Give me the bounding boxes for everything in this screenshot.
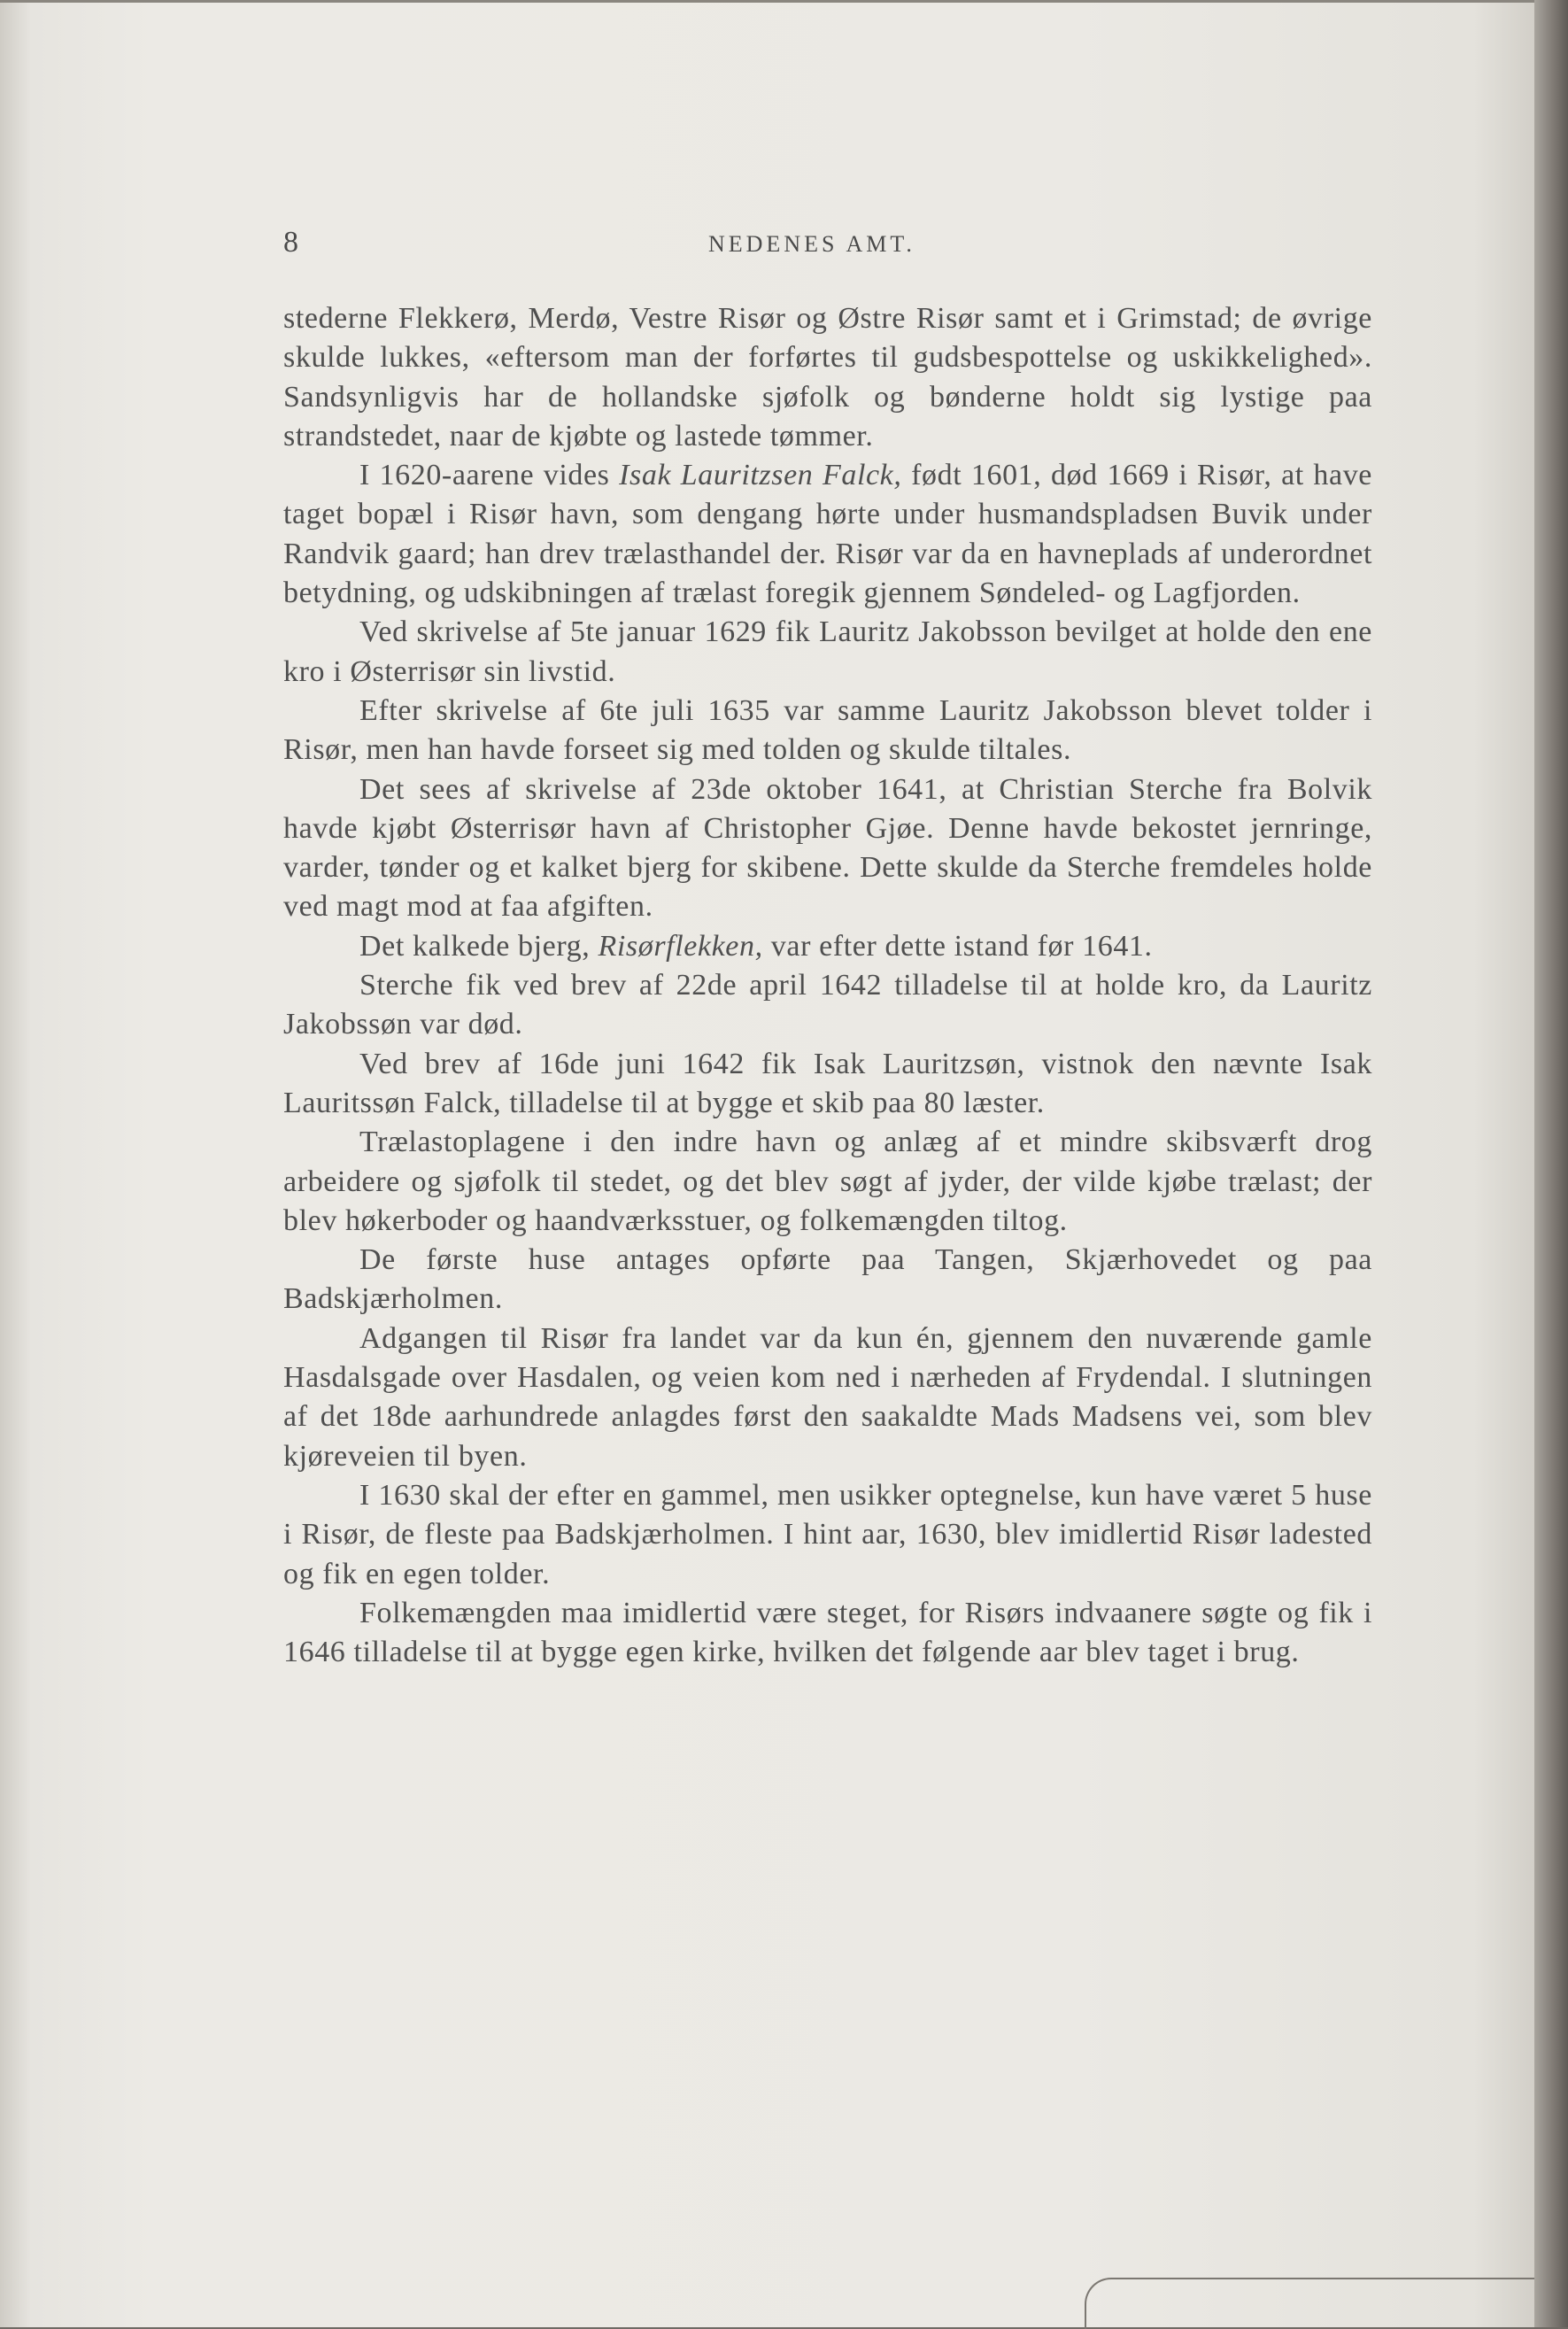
paragraph: Ved skrivelse af 5te januar 1629 fik Lauritz Jakobsson bevilget at holde den ene kro i Østerrisør sin livstid. — [283, 615, 1372, 688]
paragraph: stederne Flekkerø, Merdø, Vestre Risør og Østre Risør samt et i Grimstad; de øvrige skulde lukkes, «eftersom man der forførtes til gudsbespottelse og uskikkelighed». Sandsynligvis har de hollandske sjøfolk og bønderne holdt sig lystige paa strandstedet, naar de kjøbte og lastede tømmer. — [283, 302, 1372, 453]
paragraph: I 1620-aarene vides Isak Lauritzsen Falck, født 1601, død 1669 i Risør, at have taget bopæl i Risør havn, som dengang hørte under husmandspladsen Buvik under Randvik gaard; han drev trælasthandel der. Risør var da en havneplads af underordnet betydning, og udskibningen af trælast foregik gjennem Søndeled- og Lagfjorden. — [283, 459, 1373, 610]
page-number: 8 — [283, 226, 298, 259]
place-name-italic: Risørflekken, — [598, 929, 763, 963]
person-name-italic: Isak Lauritzsen Falck, — [619, 459, 902, 492]
paragraph: Folkemængden maa imidlertid være steget, for Risørs indvaanere søgte og fik i 1646 tilladelse til at bygge egen kirke, hvilken det følgende aar blev taget i brug. — [283, 1596, 1372, 1669]
paragraph: I 1630 skal der efter en gammel, men usikker optegnelse, kun have været 5 huse i Risør, de fleste paa Badskjærholmen. I hint aar, 1630, blev imidlertid Risør ladested og fik en egen tolder. — [283, 1478, 1372, 1590]
paragraph: Trælastoplagene i den indre havn og anlæg af et mindre skibsværft drog arbeidere og sjøfolk til stedet, og det blev søgt af jyder, der vilde kjøbe trælast; der blev høkerboder og haandværksstuer, og folkemængden tiltog. — [283, 1126, 1372, 1237]
paragraph: Adgangen til Risør fra landet var da kun én, gjennem den nuværende gamle Hasdalsgade over Hasdalen, og veien kom ned i nærheden af Frydendal. I slutningen af det 18de aarhundrede anlagdes først den saakaldte Mads Madsens vei, som blev kjøreveien til byen. — [283, 1321, 1372, 1473]
page-edge-shadow — [1534, 0, 1568, 2327]
paragraph: Ved brev af 16de juni 1642 fik Isak Lauritzsøn, vistnok den nævnte Isak Lauritssøn Falck, tilladelse til at bygge et skib paa 80 læster. — [283, 1047, 1372, 1119]
running-title: NEDENES AMT. — [708, 231, 915, 257]
page-header — [283, 226, 1381, 270]
scan-edge-mark — [1085, 2278, 1534, 2329]
paragraph: Sterche fik ved brev af 22de april 1642 tilladelse til at holde kro, da Lauritz Jakobssøn var død. — [283, 969, 1372, 1041]
paragraph: De første huse antages opførte paa Tangen, Skjærhovedet og paa Badskjærholmen. — [283, 1243, 1372, 1316]
body-text — [283, 299, 1372, 1672]
paragraph: Det kalkede bjerg, Risørflekken, var efter dette istand før 1641. — [359, 929, 1153, 963]
paragraph: Det sees af skrivelse af 23de oktober 1641, at Christian Sterche fra Bolvik havde kjøbt Østerrisør havn af Christopher Gjøe. Denne havde bekostet jernringe, varder, tønder og et kalket bjerg for skibene. Dette skulde da Sterche fremdeles holde ved magt mod at faa afgiften. — [283, 772, 1372, 924]
paragraph: Efter skrivelse af 6te juli 1635 var samme Lauritz Jakobsson blevet tolder i Risør, men han havde forseet sig med tolden og skulde tiltales. — [283, 693, 1372, 767]
